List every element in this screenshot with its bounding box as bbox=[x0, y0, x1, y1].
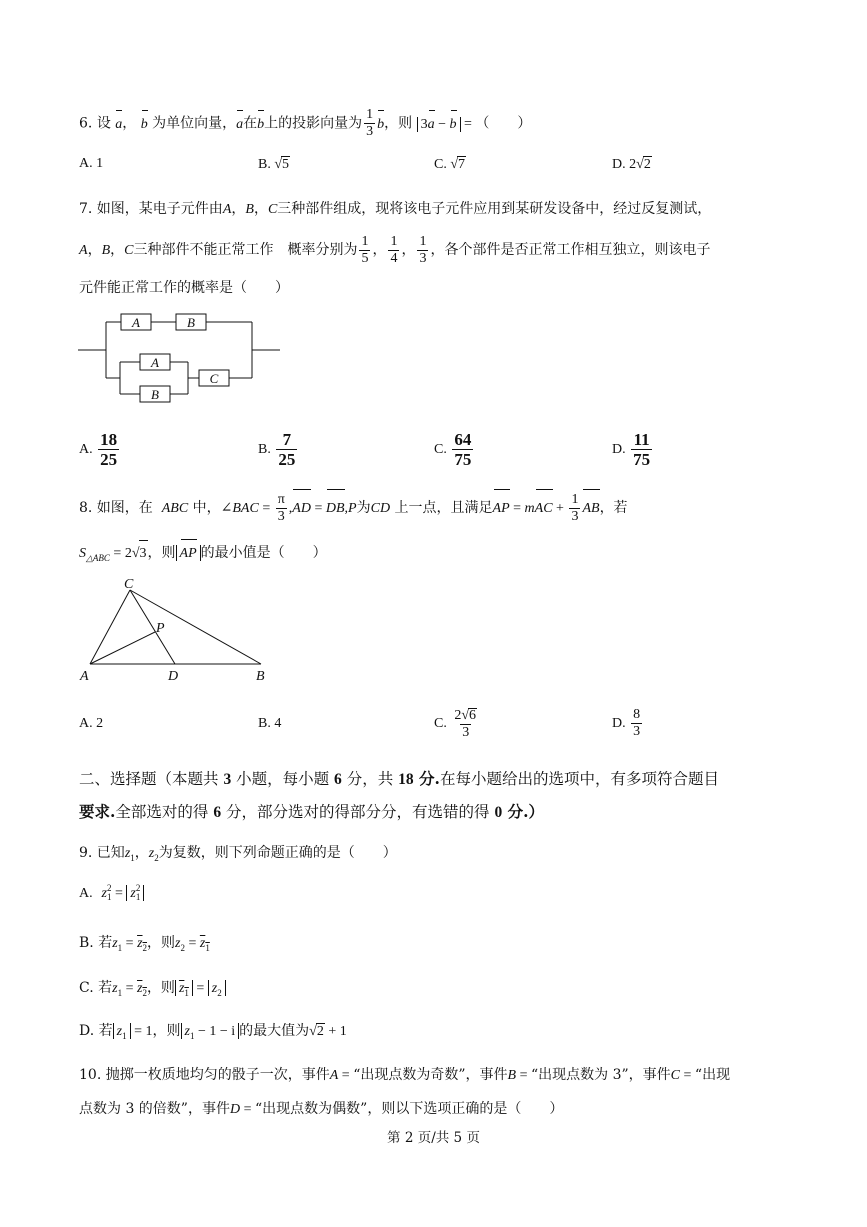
q9-stem: 9. 已知$z_1$，$z_2$为复数，则下列命题正确的是（ ） bbox=[79, 845, 397, 863]
q6-option-b: B. √5 bbox=[258, 157, 290, 172]
q8-stem-line1: 8. 如图，在 ABC 中，∠BAC = $\frac{\pi}{3}$ ,AD = DB,P为CD 上一点，且满足AP = mAC + $\frac{1}{3}$ AB，若 bbox=[79, 490, 628, 526]
circuit-label-b-top: B bbox=[187, 315, 195, 330]
section-2-heading-line1: 二、选择题（本题共 3 小题，每小题 6 分，共 18 分.在每小题给出的选项中，有多项符合题目 bbox=[79, 769, 719, 788]
point-d-label: D bbox=[168, 669, 179, 684]
page-footer: 第 2 页/共 5 页 bbox=[387, 1130, 480, 1146]
point-a-label: A bbox=[80, 669, 89, 684]
circuit-label-a-mid: A bbox=[151, 355, 159, 370]
q6-option-a: A. 1 bbox=[79, 156, 104, 171]
q7-stem-line2: A，B，C三种部件不能正常工作 概率分别为 $\frac{1}{5}$ ， $\frac{1}{4}$ ， $\frac{1}{3}$ ，各个部件是否正常工作相互独立，则该电子 bbox=[79, 233, 711, 266]
fraction-one-third: $\frac{1}{3}$ bbox=[366, 107, 374, 139]
q9-option-b: B. 若$z_1 = z_2$，则$z_2 = z_1$ bbox=[79, 935, 210, 953]
q6-number: 6. bbox=[79, 115, 93, 132]
q8-triangle-figure bbox=[76, 576, 276, 686]
q6-stem: 6. 设 a， b 为单位向量，a在b上的投影向量为 $\frac{1}{3}$ b，则 3a − b = （ ） bbox=[79, 107, 532, 139]
magnitude-expression: 3a − b bbox=[417, 117, 461, 132]
q6-option-c: C. √7 bbox=[434, 157, 466, 172]
q7-option-c: C. $\frac{64}{75}$ bbox=[434, 430, 472, 470]
q7-stem-line1: 7. 如图，某电子元件由A，B，C三种部件组成，现将该电子元件应用到某研发设备中，经过反复测试， bbox=[79, 201, 712, 217]
q7-option-b: B. $\frac{7}{25}$ bbox=[258, 430, 296, 470]
q8-option-b: B. 4 bbox=[258, 716, 282, 731]
q6-option-d: D. 2√2 bbox=[612, 157, 651, 172]
q9-option-d: D. 若 $z_1 = 1$，则 $z_1 - 1 - i$ 的最大值为√2 + 1 bbox=[79, 1023, 347, 1041]
point-c-label: C bbox=[124, 577, 134, 592]
vector-b: b bbox=[141, 112, 148, 138]
point-b-label: B bbox=[256, 669, 265, 684]
q8-option-a: A. 2 bbox=[79, 716, 104, 731]
q7-circuit-diagram bbox=[78, 310, 283, 406]
q8-option-c: C. $\frac{2√6}{3}$ bbox=[434, 707, 477, 740]
q10-stem-line1: 10. 抛掷一枚质地均匀的骰子一次，事件A = “出现点数为奇数”，事件B = “出现点数为 3”，事件C = “出现 bbox=[79, 1067, 731, 1083]
q9-option-c: C. 若$z_1 = z_2$，则 $z_1 = z_2$ bbox=[79, 977, 226, 998]
circuit-label-c: C bbox=[209, 371, 219, 386]
q7-stem-line3: 元件能正常工作的概率是（ ） bbox=[79, 280, 289, 296]
circuit-label-b-mid: B bbox=[151, 387, 159, 402]
circuit-label-a-top: A bbox=[132, 315, 140, 330]
q10-stem-line2: 点数为 3 的倍数”，事件D = “出现点数为偶数”，则以下选项正确的是（ ） bbox=[79, 1101, 564, 1117]
q7-option-d: D. $\frac{11}{75}$ bbox=[612, 430, 651, 470]
q8-option-d: D. $\frac{8}{3}$ bbox=[612, 707, 641, 740]
point-p-label: P bbox=[156, 621, 165, 636]
q9-option-a: A. z 2 1 = z 2 1 bbox=[79, 884, 144, 902]
q8-stem-line2: $S_{\triangle ABC} = 2√3$，则 AP 的最小值是（ ） bbox=[79, 540, 327, 566]
vector-a: a bbox=[115, 112, 122, 138]
section-2-heading-line2: 要求.全部选对的得 6 分，部分选对的得部分分，有选错的得 0 分.） bbox=[79, 802, 544, 821]
q7-option-a: A. $\frac{18}{25}$ bbox=[79, 430, 118, 470]
